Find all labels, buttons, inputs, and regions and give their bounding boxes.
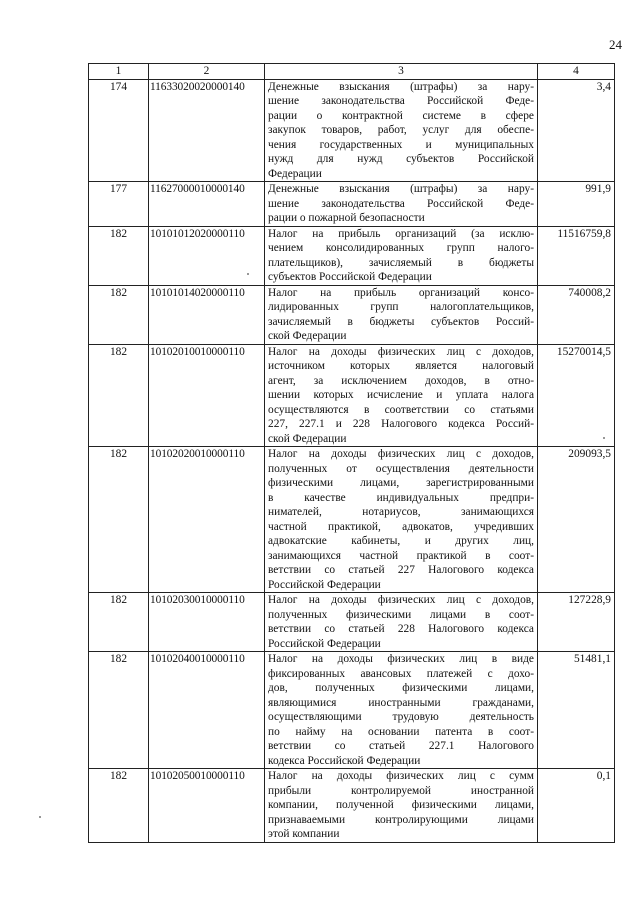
description-line: Налог на доходы физических лиц с доходов,	[268, 448, 534, 460]
admin-code-cell: 182	[89, 285, 149, 344]
table-row	[89, 447, 615, 593]
revenue-table	[88, 63, 615, 843]
description-cell	[265, 182, 538, 227]
table-header-row	[89, 64, 615, 80]
budget-code-cell: 10102050010000110	[149, 769, 265, 843]
description-cell	[265, 285, 538, 344]
description-line: лидированных групп налогоплательщиков,	[268, 301, 534, 313]
description-line: Налог на доходы физических лиц с доходов,	[268, 345, 534, 358]
description-line: фиксированных авансовых платежей с дохо-	[268, 667, 534, 680]
description-line: ветствии со статьей 227.1 Налогового	[268, 740, 534, 752]
description-cell	[265, 769, 538, 843]
description-line: зачисляемый в бюджеты субъектов Россий-	[268, 315, 534, 328]
description-line: полученных от осуществления деятельности	[268, 462, 534, 475]
description-line: полученных физическими лицами в соот-	[268, 608, 534, 621]
table-row	[89, 226, 615, 285]
description-line: в качестве индивидуальных предпри-	[268, 491, 534, 504]
amount-cell: 15270014,5	[538, 344, 615, 447]
description-cell	[265, 226, 538, 285]
admin-code-cell: 182	[89, 769, 149, 843]
description-cell	[265, 447, 538, 593]
description-line: признаваемыми контролирующими лицами	[268, 813, 534, 826]
admin-code-cell: 182	[89, 344, 149, 447]
description-line: 227, 227.1 и 228 Налогового кодекса Россий-	[268, 418, 534, 430]
description-line: агент, за исключением доходов, в отно-	[268, 374, 534, 387]
description-line: Федерации	[268, 167, 322, 180]
description-line: по найму на основании патента в соот-	[268, 725, 534, 738]
description-line: компании, полученной физическими лицами,	[268, 799, 534, 811]
table-row	[89, 593, 615, 652]
description-line: чения государственных и муниципальных	[268, 138, 534, 151]
budget-code-cell: 11633020020000140	[149, 79, 265, 182]
description-cell	[265, 344, 538, 447]
description-line: этой компании	[268, 828, 340, 840]
description-line: нужд для нужд субъектов Российской	[268, 153, 534, 165]
amount-cell: 991,9	[538, 182, 615, 227]
description-line: рации о контрактной системе в сфере	[268, 109, 534, 122]
table-row	[89, 79, 615, 182]
table-row	[89, 285, 615, 344]
column-header: 1	[89, 64, 149, 80]
budget-code-cell: 10102020010000110	[149, 447, 265, 593]
amount-cell: 51481,1	[538, 652, 615, 769]
amount-cell: 127228,9	[538, 593, 615, 652]
budget-code-cell: 10101012020000110	[149, 226, 265, 285]
description-line: нимателей, нотариусов, занимающихся	[268, 506, 534, 518]
admin-code-cell: 182	[89, 593, 149, 652]
description-cell	[265, 652, 538, 769]
description-line: закупок товаров, работ, услуг для обеспе-	[268, 124, 534, 136]
scan-speck	[247, 273, 249, 275]
description-line: Денежные взыскания (штрафы) за нару-	[268, 80, 534, 93]
column-header: 2	[149, 64, 265, 80]
description-line: дов, полученных физическими лицами,	[268, 682, 534, 694]
scan-speck	[603, 437, 605, 439]
table-row	[89, 652, 615, 769]
column-header: 3	[265, 64, 538, 80]
table-row	[89, 769, 615, 843]
description-line: рации о пожарной безопасности	[268, 212, 425, 224]
amount-cell: 11516759,8	[538, 226, 615, 285]
admin-code-cell: 182	[89, 447, 149, 593]
description-line: адвокатские кабинеты, и других лиц,	[268, 535, 534, 547]
admin-code-cell: 177	[89, 182, 149, 227]
table-row	[89, 182, 615, 227]
description-line: Российской Федерации	[268, 637, 381, 650]
description-line: плательщиков), зачисляемый в бюджеты	[268, 256, 534, 269]
description-line: шение законодательства Российской Феде-	[268, 197, 534, 210]
description-line: субъектов Российской Федерации	[268, 271, 432, 283]
amount-cell: 740008,2	[538, 285, 615, 344]
description-line: Налог на доходы физических лиц с доходов,	[268, 594, 534, 606]
description-line: ветствии со статьей 227 Налогового кодекса	[268, 564, 534, 576]
admin-code-cell: 182	[89, 652, 149, 769]
amount-cell: 3,4	[538, 79, 615, 182]
budget-code-cell: 11627000010000140	[149, 182, 265, 227]
description-line: источником которых является налоговый	[268, 360, 534, 372]
description-cell	[265, 79, 538, 182]
description-line: шении которых исчисление и уплата налога	[268, 389, 534, 401]
description-line: Налог на доходы физических лиц с сумм	[268, 770, 534, 782]
budget-code-cell: 10101014020000110	[149, 285, 265, 344]
table-row	[89, 344, 615, 447]
description-line: Денежные взыскания (штрафы) за нару-	[268, 183, 534, 195]
budget-code-cell: 10102030010000110	[149, 593, 265, 652]
budget-code-cell: 10102010010000110	[149, 344, 265, 447]
admin-code-cell: 182	[89, 226, 149, 285]
amount-cell: 209093,5	[538, 447, 615, 593]
description-line: кодекса Российской Федерации	[268, 754, 421, 767]
description-line: прибыли контролируемой иностранной	[268, 784, 534, 797]
table-body	[89, 64, 615, 843]
description-line: ветствии со статьей 228 Налогового кодекса	[268, 623, 534, 635]
description-line: осуществляющими трудовую деятельность	[268, 711, 534, 723]
description-line: являющимися иностранными гражданами,	[268, 696, 534, 709]
scan-speck	[39, 816, 41, 818]
description-line: Налог на доходы физических лиц в виде	[268, 653, 534, 665]
description-line: осуществляются в соответствии со статьями	[268, 403, 534, 416]
page-number: 24	[609, 37, 622, 52]
description-line: ской Федерации	[268, 432, 347, 445]
amount-cell: 0,1	[538, 769, 615, 843]
budget-code-cell: 10102040010000110	[149, 652, 265, 769]
description-line: чением консолидированных групп налого-	[268, 242, 534, 254]
description-line: Налог на прибыль организаций (за исклю-	[268, 227, 534, 240]
description-cell	[265, 593, 538, 652]
admin-code-cell: 174	[89, 79, 149, 182]
description-line: Налог на прибыль организаций консо-	[268, 286, 534, 299]
description-line: Российской Федерации	[268, 578, 381, 591]
description-line: шение законодательства Российской Феде-	[268, 95, 534, 107]
description-line: занимающихся частной практикой в соот-	[268, 549, 534, 562]
description-line: частной практикой, адвокатов, учредивших	[268, 520, 534, 533]
column-header: 4	[538, 64, 615, 80]
description-line: физическими лицами, зарегистрированными	[268, 477, 534, 489]
description-line: ской Федерации	[268, 330, 347, 342]
